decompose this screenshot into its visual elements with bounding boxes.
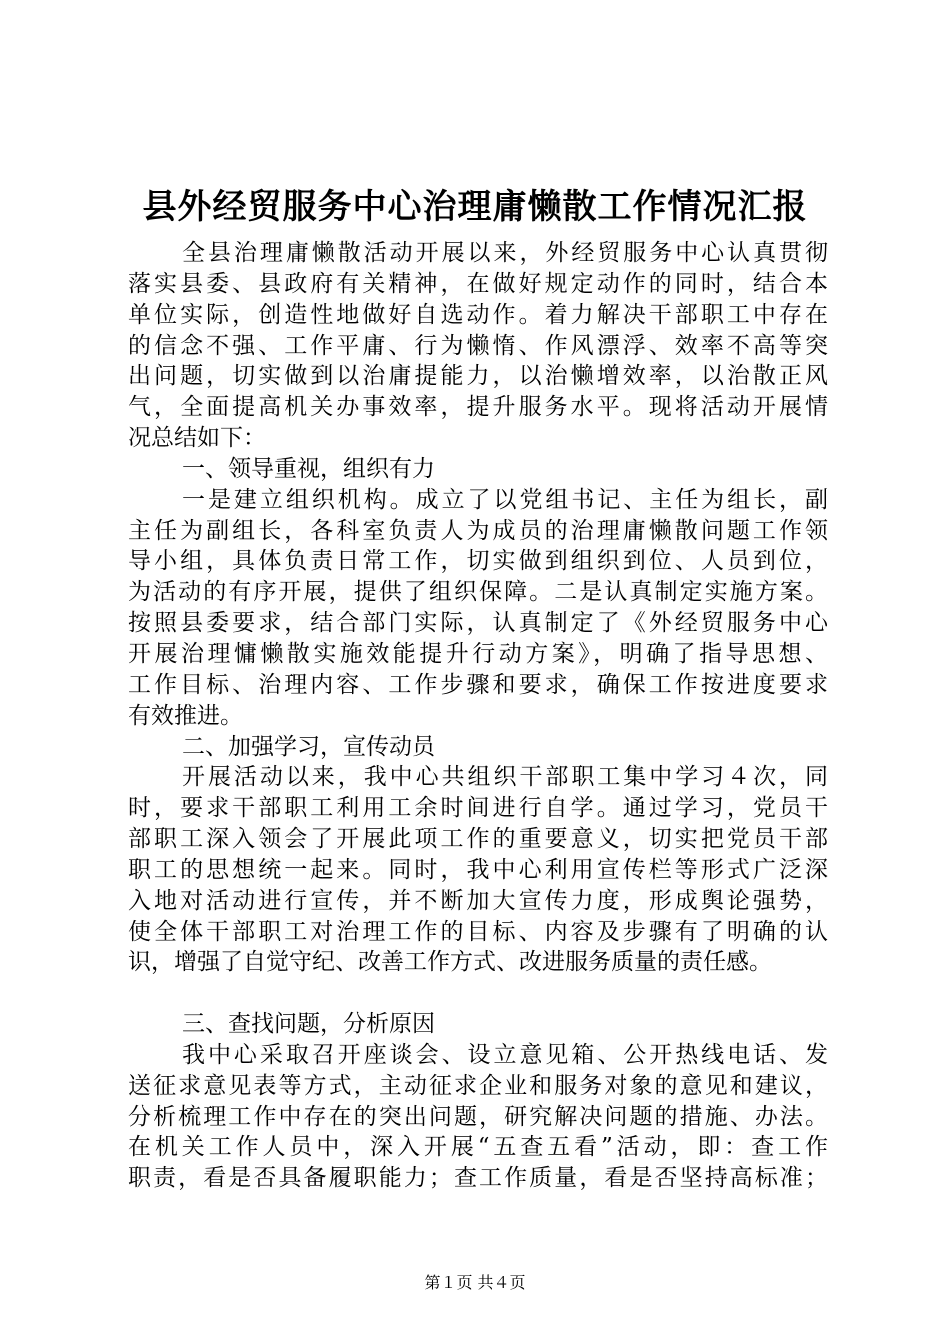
paragraph-line: 导小组，具体负责日常工作，切实做到组织到位、人员到位， bbox=[128, 548, 828, 575]
paragraph-line: 识，增强了自觉守纪、改善工作方式、改进服务质量的责任感。 bbox=[128, 949, 772, 976]
section-heading: 三、查找问题，分析原因 bbox=[182, 1011, 435, 1038]
paragraph-line: 在机关工作人员中，深入开展“五查五看”活动，即：查工作 bbox=[128, 1134, 828, 1161]
paragraph-line: 我中心采取召开座谈会、设立意见箱、公开热线电话、发 bbox=[182, 1041, 828, 1068]
paragraph-line: 职工的思想统一起来。同时，我中心利用宣传栏等形式广泛深 bbox=[128, 856, 828, 883]
paragraph-line: 落实县委、县政府有关精神，在做好规定动作的同时，结合本 bbox=[128, 270, 828, 297]
paragraph-line: 按照县委要求，结合部门实际，认真制定了《外经贸服务中心 bbox=[128, 610, 828, 637]
paragraph-line: 有效推进。 bbox=[128, 702, 243, 729]
section-heading: 一、领导重视，组织有力 bbox=[182, 455, 435, 482]
paragraph-line: 送征求意见表等方式，主动征求企业和服务对象的意见和建议， bbox=[128, 1072, 828, 1099]
paragraph-line: 分析梳理工作中存在的突出问题，研究解决问题的措施、办法。 bbox=[128, 1103, 828, 1130]
blank-line bbox=[128, 978, 828, 1009]
paragraph-line: 入地对活动进行宣传，并不断加大宣传力度，形成舆论强势， bbox=[128, 887, 828, 914]
paragraph-line: 开展治理慵懒散实施效能提升行动方案》，明确了指导思想、 bbox=[128, 640, 828, 667]
section-heading: 二、加强学习，宣传动员 bbox=[182, 733, 435, 760]
paragraph-line: 一是建立组织机构。成立了以党组书记、主任为组长，副 bbox=[182, 486, 828, 513]
paragraph-line: 主任为副组长，各科室负责人为成员的治理庸懒散问题工作领 bbox=[128, 517, 828, 544]
paragraph-line: 单位实际，创造性地做好自选动作。着力解决干部职工中存在 bbox=[128, 301, 828, 328]
paragraph-line: 况总结如下： bbox=[128, 425, 266, 452]
paragraph-line: 部职工深入领会了开展此项工作的重要意义，切实把党员干部 bbox=[128, 826, 828, 853]
document-body bbox=[128, 238, 828, 1194]
paragraph-line: 时，要求干部职工利用工余时间进行自学。通过学习，党员干 bbox=[128, 795, 828, 822]
document-title: 县外经贸服务中心治理庸懒散工作情况汇报 bbox=[142, 187, 808, 227]
paragraph-line: 出问题，切实做到以治庸提能力，以治懒增效率，以治散正风 bbox=[128, 363, 828, 390]
paragraph-line: 全县治理庸懒散活动开展以来，外经贸服务中心认真贯彻 bbox=[182, 240, 828, 266]
paragraph-line: 职责，看是否具备履职能力；查工作质量，看是否坚持高标准； bbox=[128, 1165, 828, 1192]
paragraph-line: 工作目标、治理内容、工作步骤和要求，确保工作按进度要求 bbox=[128, 671, 828, 698]
paragraph-line: 的信念不强、工作平庸、行为懒惰、作风漂浮、效率不高等突 bbox=[128, 332, 828, 359]
paragraph-line: 使全体干部职工对治理工作的目标、内容及步骤有了明确的认 bbox=[128, 918, 828, 945]
paragraph-line: 气，全面提高机关办事效率，提升服务水平。现将活动开展情 bbox=[128, 394, 828, 421]
paragraph-line: 开展活动以来，我中心共组织干部职工集中学习４次，同 bbox=[182, 764, 828, 791]
page-footer: 第１页 共４页 bbox=[424, 1273, 526, 1292]
paragraph-line: 为活动的有序开展，提供了组织保障。二是认真制定实施方案。 bbox=[128, 579, 828, 606]
